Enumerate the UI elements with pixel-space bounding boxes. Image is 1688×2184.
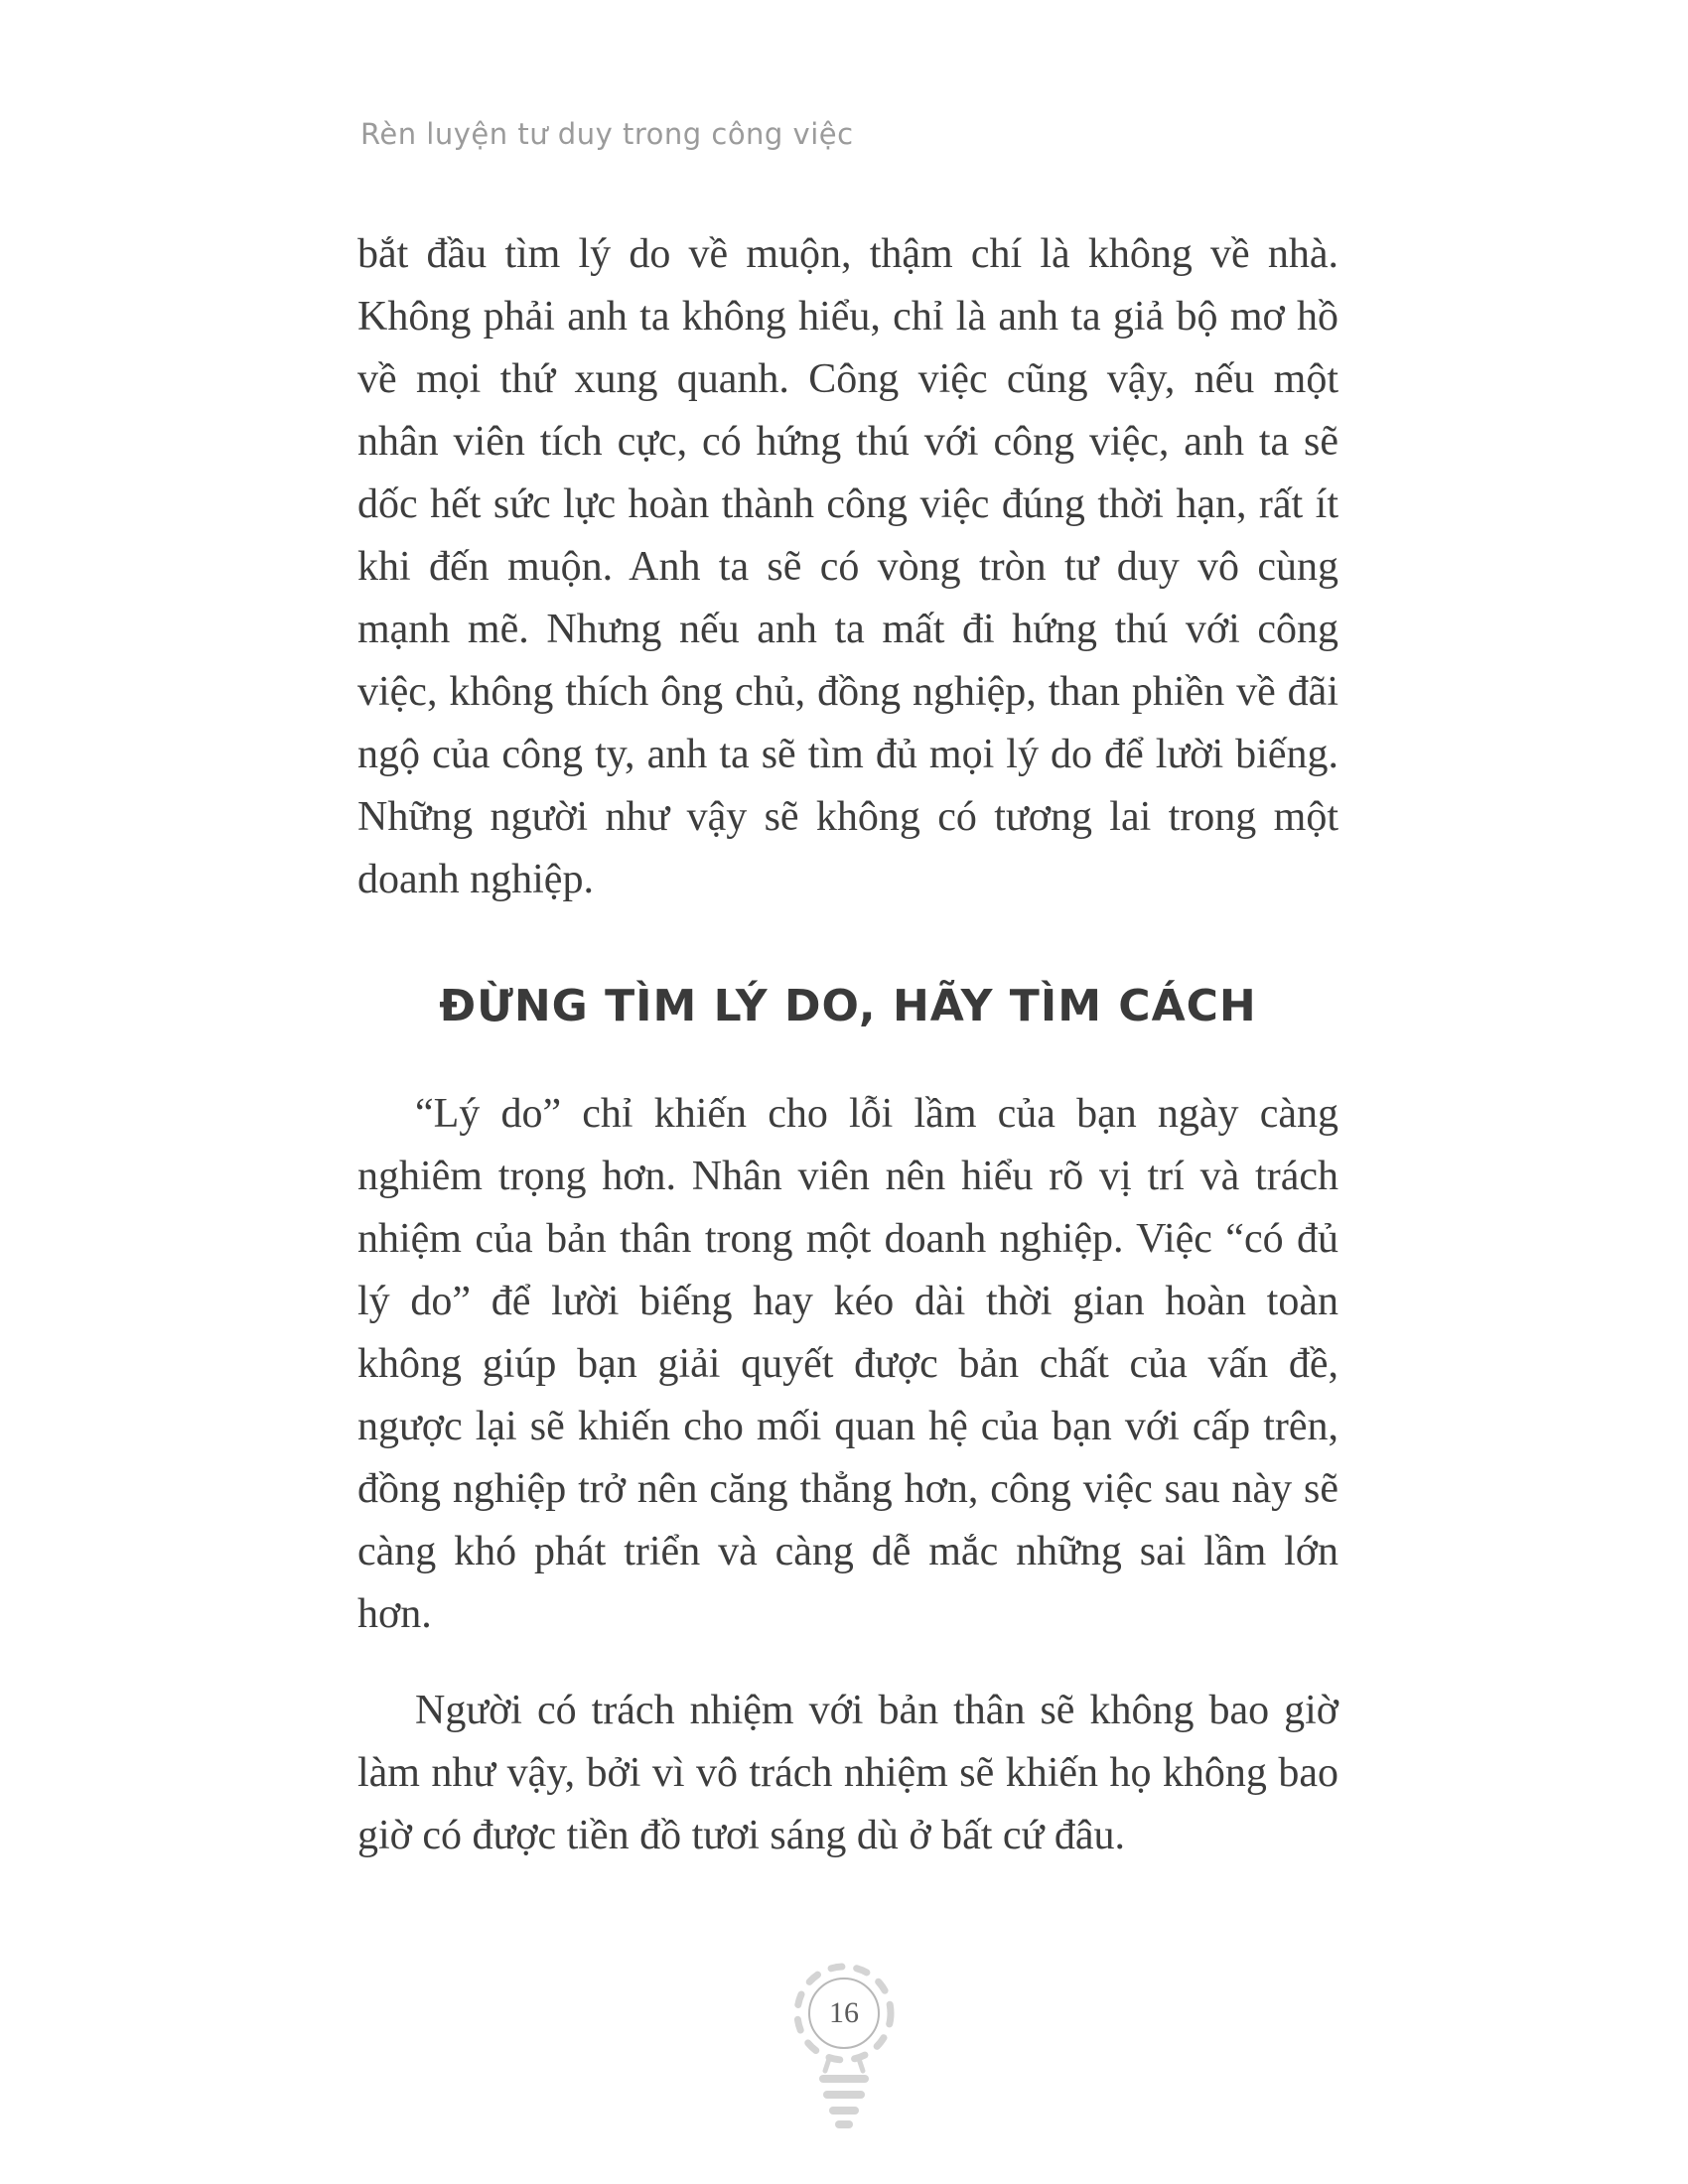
page-content [357,223,1338,1867]
page-footer [760,1954,928,2162]
page-number-badge [808,1978,880,2049]
paragraph: “Lý do” chỉ khiến cho lỗi lầm của bạn ngày càng nghiêm trọng hơn. Nhân viên nên hiểu rõ vị trí và trách nhiệm của bản thân trong một doanh nghiệp. Việc “có đủ lý do” để lười biếng hay kéo dài thời gian hoàn toàn không giúp bạn giải quyết được bản chất của vấn đề, ngược lại sẽ khiến cho mối quan hệ của bạn với cấp trên, đồng nghiệp trở nên căng thẳng hơn, công việc sau này sẽ càng khó phát triển và càng dễ mắc những sai lầm lớn hơn. [357,1091,1338,1637]
section-heading: ĐỪNG TÌM LÝ DO, HÃY TÌM CÁCH [439,981,1257,1031]
running-header: Rèn luyện tư duy trong công việc [360,117,854,151]
paragraph: bắt đầu tìm lý do về muộn, thậm chí là không về nhà. Không phải anh ta không hiểu, chỉ là anh ta giả bộ mơ hồ về mọi thứ xung quanh. Công việc cũng vậy, nếu một nhân viên tích cực, có hứng thú với công việc, anh ta sẽ dốc hết sức lực hoàn thành công việc đúng thời hạn, rất ít khi đến muộn. Anh ta sẽ có vòng tròn tư duy vô cùng mạnh mẽ. Nhưng nếu anh ta mất đi hứng thú với công việc, không thích ông chủ, đồng nghiệp, than phiền về đãi ngộ của công ty, anh ta sẽ tìm đủ mọi lý do để lười biếng. Những người như vậy sẽ không có tương lai trong một doanh nghiệp. [357,231,1338,902]
paragraph: Người có trách nhiệm với bản thân sẽ không bao giờ làm như vậy, bởi vì vô trách nhiệm sẽ khiến họ không bao giờ có được tiền đồ tươi sáng dù ở bất cứ đâu. [357,1688,1338,1858]
page-number-decoration [760,1954,928,2162]
page-number: 16 [829,1996,859,2029]
